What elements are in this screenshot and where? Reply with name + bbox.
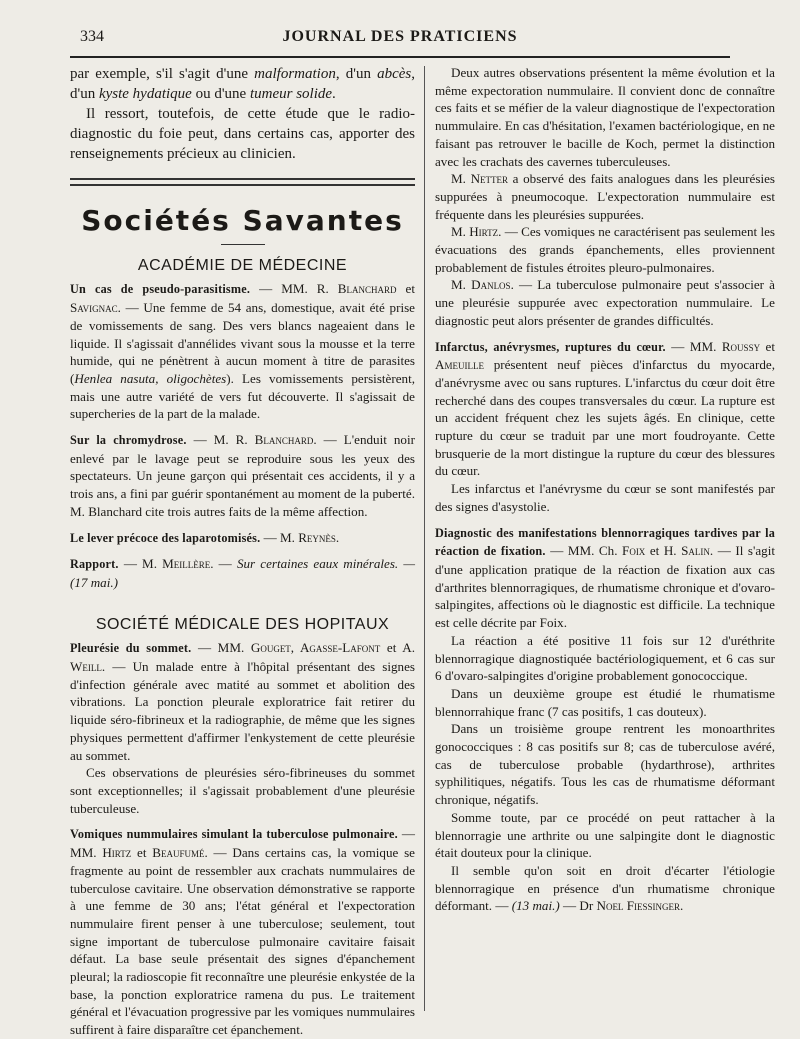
article-infarctus: Infarctus, anévrysmes, ruptures du cœur. — MM. Roussy et Ameuille présentent neuf pièces d'infarctus du myocarde, d'anévrysme avec ou sans ruptures. L'infarctus du cœur doit être recherché dans des coupes transversales du cœur. La rupture est un accident fréquent chez les sujets âgés. En clinique, cette rupture du cœur se traduit par une mort foudroyante. Cette brusquerie de la mort distingue la rupture du cœur des blessures du cœur. bbox=[435, 338, 775, 479]
vomiques-observations: Deux autres observations présentent la même évolution et la même expectoration nummulaire. Il convient donc de connaître ces faits et se méfier de la valeur diagnostique de l'expectoration nummulaire. En cas d'hésitation, l'examen bactériologique, en ne faisant pas retrouver le bacille de Koch, permet la distinction avec les crachats des cavernes tuberculeuses. bbox=[435, 65, 775, 169]
societes-savantes-title: Sociétés Savantes bbox=[81, 204, 404, 237]
remark-danlos: M. Danlos. — La tuberculose pulmonaire peut s'associer à une pleurésie suppurée avec expectoration nummulaire. Le diagnostic peut alors présenter de grandes difficultés. bbox=[435, 277, 775, 328]
remark-hirtz: M. Hirtz. — Ces vomiques ne caractérisent pas seulement les évacuations des grands épanchements, elles proviennent probablement de fistules étroites pleuro-pulmonaires. bbox=[435, 224, 775, 275]
article-chromydrose: Sur la chromydrose. — M. R. Blanchard. — L'enduit noir enlevé par le lavage peut se reproduire sous les yeux des spectateurs. Un jeune garçon qui présentait ces accidents, il y a trois ans, a fini par guérir spontanément au moment de la puberté. M. Blanchard cite trois autres faits de la même affection. bbox=[70, 432, 415, 519]
blennorragie-group2: Dans un deuxième groupe est étudié le rhumatisme blennorrahique franc (7 cas positifs, 1 cas douteux). bbox=[435, 685, 775, 719]
hopitaux-title: SOCIÉTÉ MÉDICALE DES HOPITAUX bbox=[95, 615, 390, 633]
journal-title: JOURNAL DES PRATICIENS bbox=[282, 28, 518, 45]
infarctus-conclusion: Les infarctus et l'anévrysme du cœur se sont manifestés par des signes d'asystolie. bbox=[435, 481, 775, 514]
intro-conclusion: Il ressort, toutefois, de cette étude que le radio-diagnostic du foie peut, dans certains cas, apporter des renseignements précieux au clinicien. bbox=[70, 106, 415, 162]
title-underline bbox=[221, 244, 265, 245]
left-column bbox=[70, 64, 415, 1039]
academie-title: ACADÉMIE DE MÉDECINE bbox=[137, 256, 348, 274]
article-vomiques: Vomiques nummulaires simulant la tuberculose pulmonaire. — MM. Hirtz et Beaufumé. — Dans certains cas, la vomique se fragmente au point de ressembler aux crachats nummulaires de tuberculose cavitaire. Une observation démonstrative se rapporte à une femme de 30 ans; l'état général et l'expectoration nummulaire firent penser à une tuberculose; seulement, tout signe important de tuberculose pulmonaire cavitaire faisait défaut. La base seule présentait des signes d'épanchement pleural; la radioscopie fit reconnaître une pleurésie enkystée de la base, la ponction exploratrice ramena du pus. Le traitement général et l'évacuation progressive par les vomiques nummulaires suffirent à faire disparaître cet épanchement. bbox=[70, 826, 415, 1038]
article-rapport: Rapport. — M. Meillère. — Sur certaines eaux minérales. — (17 mai.) bbox=[70, 556, 415, 590]
article-lever-precoce: Le lever précoce des laparotomisés. — M. Reynès. bbox=[70, 529, 340, 545]
blennorragie-signature: Il semble qu'on soit en droit d'écarter l'étiologie blennorragique en présence d'un rhumatisme chronique déformant. — (13 mai.) — Dr Noel Fiessinger. bbox=[435, 862, 775, 914]
blennorragie-summary: Somme toute, par ce procédé on peut rattacher à la blennorragie une arthrite ou une salpingite dont le diagnostic était douteux pour la clinique. bbox=[435, 809, 775, 861]
right-column bbox=[435, 64, 775, 915]
blennorragie-results: La réaction a été positive 11 fois sur 12 d'uréthrite blennorragique diagnostiquée bactériologiquement, et 6 cas sur 6 d'ovaro-salpingites d'origine probablement gonococcique. bbox=[435, 632, 775, 684]
header-rule bbox=[70, 56, 730, 58]
page-number: 334 bbox=[80, 28, 104, 45]
section-separator bbox=[70, 178, 415, 186]
page-header bbox=[70, 26, 730, 50]
article-pseudo-parasitisme: Un cas de pseudo-parasitisme. — MM. R. Blanchard et Savignac. — Une femme de 54 ans, domestique, avait été prise de vomissements de sang. Des vers blancs nageaient dans le liquide. Il s'agissait d'annélides vivant sous la mousse et la terre humide, qui ne pénètrent à aucun moment à titre de parasites (Henlea nasuta, oligochètes). Les vomissements persistèrent, mais une autre variété de vers fut découverte. Il s'agissait de supercheries de la part de la malade. bbox=[70, 281, 415, 422]
remark-netter: M. Netter a observé des faits analogues dans les pleurésies suppurées à pneumocoque. L'expectoration nummulaire est fréquente dans les pleurésies suppurées. bbox=[435, 171, 775, 222]
intro-paragraph: par exemple, s'il s'agit d'une malformation, d'un abcès, d'un kyste hydatique ou d'une tumeur solide. bbox=[70, 66, 415, 102]
article-pleuresie-sommet: Pleurésie du sommet. — MM. Gouget, Agasse-Lafont et A. Weill. — Un malade entre à l'hôpital présentant des signes d'infection générale avec matité au sommet et abolition des vibrations. La ponction pleurale exploratrice fait retirer du liquide séro-fibrineux et la radiographie, de même que les signes physiques permettent d'affirmer l'enkystement de cette pleurésie au sommet. bbox=[70, 640, 415, 763]
column-divider bbox=[424, 66, 425, 1011]
article-blennorragie: Diagnostic des manifestations blennorragiques tardives par la réaction de fixation. — MM. Ch. Foix et H. Salin. — Il s'agit d'une application pratique de la réaction de fixation aux cas d'arthrites blennorragiques, de rhumatisme chronique et d'ovaro-salpingites, affections où le diagnostic est difficile. La technique est celle décrite par Foix. bbox=[435, 525, 775, 631]
pleuresie-conclusion: Ces observations de pleurésies séro-fibrineuses du sommet sont exceptionnelles; il s'agissait probablement d'une pleurésie tuberculeuse. bbox=[70, 765, 415, 816]
blennorragie-group3: Dans un troisième groupe rentrent les monoarthrites gonococciques : 8 cas positifs sur 8; cas de tuberculose avéré, cas de tuberculose probable (hydarthrose), arthrites syphilitiques, négatifs. Tous les cas de rhumatisme déformant chronique, négatifs. bbox=[435, 721, 775, 808]
